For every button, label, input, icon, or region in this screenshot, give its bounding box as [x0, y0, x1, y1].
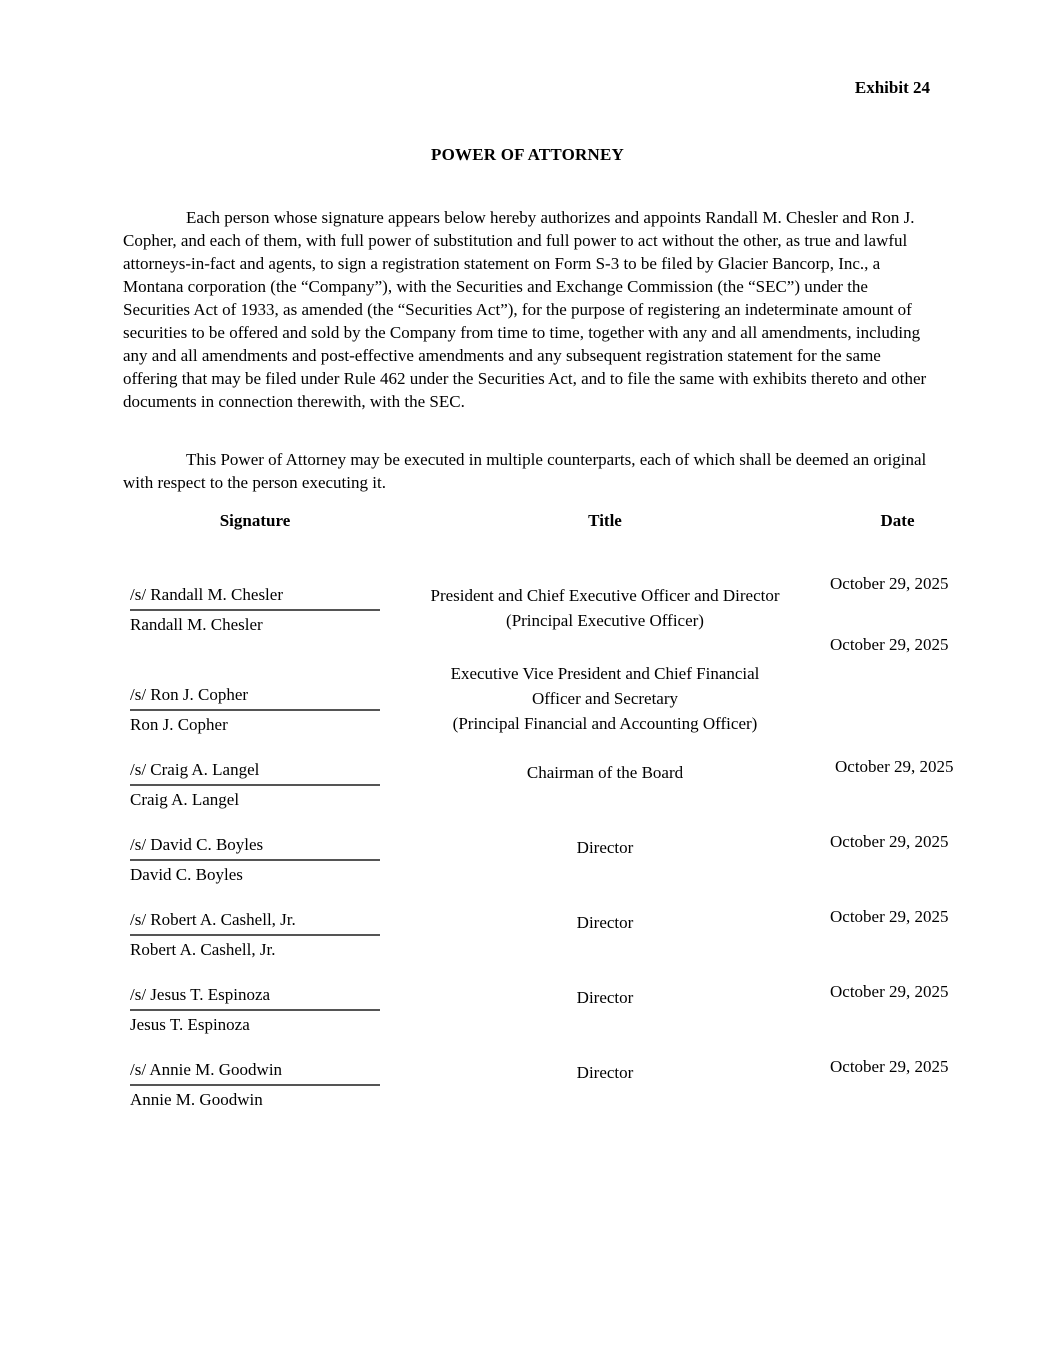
- title-line: President and Chief Executive Officer and Director: [430, 586, 780, 605]
- exhibit-label: Exhibit 24: [854, 78, 930, 97]
- column-header-signature: Signature: [219, 511, 291, 530]
- signature-line: /s/ Craig A. Langel: [130, 760, 380, 786]
- date-cell: October 29, 2025: [830, 832, 949, 851]
- title-cell: [415, 583, 795, 633]
- title-cell: [415, 985, 795, 1010]
- signature-line: /s/ David C. Boyles: [130, 835, 380, 861]
- signature-line: /s/ Ron J. Copher: [130, 685, 380, 711]
- signer-name: David C. Boyles: [130, 865, 243, 884]
- title-cell: [415, 910, 795, 935]
- title-line: Chairman of the Board: [526, 763, 684, 782]
- title-cell: [415, 661, 795, 736]
- title-line: (Principal Executive Officer): [506, 611, 704, 630]
- title-line: Director: [576, 913, 634, 932]
- signer-name: Craig A. Langel: [130, 790, 240, 809]
- signature-line: /s/ Jesus T. Espinoza: [130, 985, 380, 1011]
- signer-name: Randall M. Chesler: [130, 615, 263, 634]
- column-header-title: Title: [588, 511, 622, 530]
- title-line: Director: [576, 1063, 634, 1082]
- date-cell: October 29, 2025: [830, 982, 949, 1001]
- body-paragraph-2: This Power of Attorney may be executed in multiple counterparts, each of which shall be deemed an original with respect to the person executing it.: [123, 450, 927, 492]
- title-line: Officer and Secretary: [532, 689, 678, 708]
- title-line: Executive Vice President and Chief Financial: [450, 664, 760, 683]
- signature-cell: [130, 1060, 380, 1110]
- signature-cell: [130, 835, 380, 885]
- document-title: POWER OF ATTORNEY: [431, 145, 624, 164]
- title-cell: [415, 1060, 795, 1085]
- date-cell: October 29, 2025: [830, 907, 949, 926]
- column-header-date: Date: [880, 511, 915, 530]
- title-line: Director: [576, 988, 634, 1007]
- signer-name: Annie M. Goodwin: [130, 1090, 263, 1109]
- date-cell: October 29, 2025: [835, 757, 954, 776]
- signature-cell: [130, 685, 380, 735]
- title-cell: [415, 760, 795, 785]
- signer-name: Robert A. Cashell, Jr.: [130, 940, 276, 959]
- signature-line: /s/ Annie M. Goodwin: [130, 1060, 380, 1086]
- signature-line: /s/ Robert A. Cashell, Jr.: [130, 910, 380, 936]
- signature-cell: [130, 585, 380, 635]
- title-line: (Principal Financial and Accounting Officer): [452, 714, 758, 733]
- signer-name: Jesus T. Espinoza: [130, 1015, 250, 1034]
- title-cell: [415, 835, 795, 860]
- signer-name: Ron J. Copher: [130, 715, 228, 734]
- date-cell: October 29, 2025: [830, 1057, 949, 1076]
- date-cell: October 29, 2025: [830, 635, 949, 654]
- signature-cell: [130, 760, 380, 810]
- body-paragraph-1: Each person whose signature appears below hereby authorizes and appoints Randall M. Chesler and Ron J. Copher, and each of them, with full power of substitution and full power to act without the other, as true and lawful attorneys-in-fact and agents, to sign a registration statement on Form S-3 to be filed by Glacier Bancorp, Inc., a Montana corporation (the “Company”), with the Securities and Exchange Commission (the “SEC”) under the Securities Act of 1933, as amended (the “Securities Act”), for the purpose of registering an indeterminate amount of securities to be offered and sold by the Company from time to time, together with any and all amendments, including any and all amendments and post-effective amendments and any subsequent registration statement for the same offering that may be filed under Rule 462 under the Securities Act, and to file the same with exhibits thereto and other documents in connection therewith, with the SEC.: [123, 208, 927, 411]
- signature-cell: [130, 910, 380, 960]
- title-line: Director: [576, 838, 634, 857]
- signature-cell: [130, 985, 380, 1035]
- date-cell: October 29, 2025: [830, 574, 949, 593]
- signature-line: /s/ Randall M. Chesler: [130, 585, 380, 611]
